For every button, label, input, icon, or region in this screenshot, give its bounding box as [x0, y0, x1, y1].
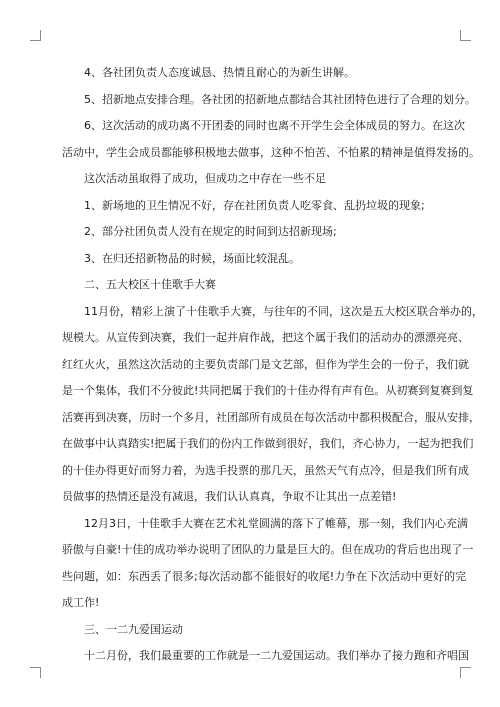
text-line: 规模大。从宣传到决赛，我们一起并肩作战，把这个属于我们的活动办的漂漂亮亮、	[62, 331, 469, 344]
text-line: 2、部分社团负责人没有在规定的时间到达招新现场;	[84, 225, 337, 238]
text-line: 红红火火，虽然这次活动的主要负责部门是文艺部，但作为学生会的一份子，我们就	[62, 357, 469, 371]
text-line: 十二月份，我们最重要的工作就是一二九爱国运动。我们举办了接力跑和齐唱国	[84, 649, 469, 662]
text-line: 员做事的热情还是没有减退，我们认认真真，争取不让其出一点差错!	[62, 490, 397, 503]
text-line: 的十佳办得更好而努力着，为选手投票的那几天，虽然天气有点冷，但是我们所有成	[62, 463, 469, 477]
text-line: 成工作!	[62, 596, 100, 609]
crop-mark-top-left	[30, 30, 41, 41]
text-line: 这次活动虽取得了成功，但成功之中存在一些不足	[84, 172, 326, 185]
text-line: 三、一二九爱国运动	[84, 622, 183, 636]
text-line: 1、新场地的卫生情况不好，存在社团负责人吃零食、乱扔垃圾的现象;	[84, 198, 425, 212]
text-line: 3、在归还招新物品的时候，场面比较混乱。	[84, 251, 300, 265]
document-body	[62, 66, 483, 676]
text-line: 4、各社团负责人态度诚恳、热情且耐心的为新生讲解。	[84, 66, 355, 79]
text-line: 11月份，精彩上演了十佳歌手大赛，与往年的不同，这次是五大校区联合举办的，	[84, 304, 483, 318]
crop-mark-bottom-right	[460, 667, 471, 678]
text-line: 6、这次活动的成功离不开团委的同时也离不开学生会全体成员的努力。在这次	[84, 119, 465, 132]
text-line: 活动中，学生会成员都能够积极地去做事，这种不怕苦、不怕累的精神是值得发扬的。	[62, 145, 480, 159]
crop-mark-bottom-left	[30, 667, 41, 678]
text-line: 骄傲与自豪!十佳的成功举办说明了团队的力量是巨大的。但在成功的背后也出现了一	[62, 543, 474, 556]
text-line: 活赛再到决赛，历时一个多月，社团部所有成员在每次活动中都积极配合，服从安排，	[62, 410, 480, 424]
text-line: 12月3日，十佳歌手大赛在艺术礼堂圆满的落下了帷幕，那一刻，我们内心充满	[84, 516, 468, 530]
text-line: 在做事中认真踏实!把属于我们的份内工作做到很好，我们，齐心协力，一起为把我们	[62, 437, 474, 450]
crop-mark-top-right	[460, 30, 471, 41]
text-line: 是一个集体，我们不分彼此!共同把属于我们的十佳办得有声有色。从初赛到复赛到复	[62, 384, 474, 397]
text-line: 5、招新地点安排合理。各社团的招新地点都结合其社团特色进行了合理的划分。	[84, 92, 476, 106]
text-line: 些问题，如：东西丢了很多;每次活动都不能很好的收尾!力争在下次活动中更好的完	[62, 569, 467, 583]
text-line: 二、五大校区十佳歌手大赛	[84, 278, 216, 291]
